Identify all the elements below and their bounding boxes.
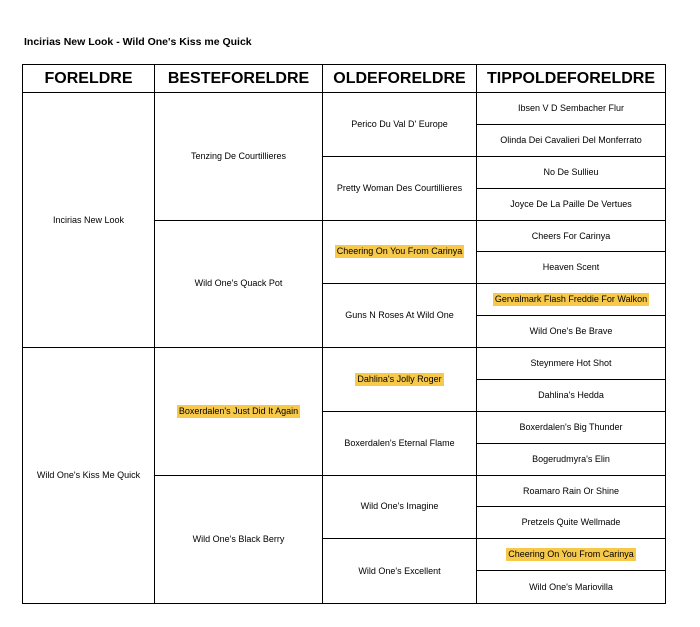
- tippoldeforeldre-cell: [477, 476, 665, 508]
- tippoldeforeldre-name: Heaven Scent: [542, 262, 600, 273]
- besteforeldre-name: Wild One's Quack Pot: [194, 278, 283, 289]
- oldeforeldre-cell: [323, 221, 477, 285]
- besteforeldre-cell: [155, 93, 323, 221]
- tippoldeforeldre-cell: [477, 412, 665, 444]
- tippoldeforeldre-cell: [477, 316, 665, 348]
- besteforeldre-cell: [155, 221, 323, 349]
- header-oldeforeldre: OLDEFORELDRE: [323, 65, 477, 93]
- tippoldeforeldre-cell: [477, 507, 665, 539]
- besteforeldre-name: Tenzing De Courtillieres: [190, 150, 287, 161]
- tippoldeforeldre-cell: [477, 189, 665, 221]
- oldeforeldre-name: Cheering On You From Carinya: [336, 246, 463, 257]
- header-tippoldeforeldre: TIPPOLDEFORELDRE: [477, 65, 665, 93]
- tippoldeforeldre-cell: [477, 571, 665, 603]
- oldeforeldre-name: Guns N Roses At Wild One: [345, 310, 454, 321]
- tippoldeforeldre-name: Joyce De La Paille De Vertues: [510, 198, 632, 209]
- tippoldeforeldre-cell: [477, 444, 665, 476]
- tippoldeforeldre-name: No De Sullieu: [543, 166, 599, 177]
- oldeforeldre-cell: [323, 539, 477, 603]
- tippoldeforeldre-name: Gervalmark Flash Freddie For Walkon: [494, 294, 648, 305]
- oldeforeldre-name: Dahlina's Jolly Roger: [357, 373, 442, 384]
- besteforeldre-cell: [155, 476, 323, 604]
- tippoldeforeldre-cell: [477, 252, 665, 284]
- tippoldeforeldre-name: Roamaro Rain Or Shine: [522, 485, 620, 496]
- oldeforeldre-cell: [323, 284, 477, 348]
- tippoldeforeldre-cell: [477, 348, 665, 380]
- oldeforeldre-name: Pretty Woman Des Courtillieres: [336, 182, 463, 193]
- tippoldeforeldre-cell: [477, 284, 665, 316]
- foreldre-cell: [23, 348, 155, 603]
- tippoldeforeldre-name: Cheers For Carinya: [531, 230, 611, 241]
- header-besteforeldre: BESTEFORELDRE: [155, 65, 323, 93]
- tippoldeforeldre-cell: [477, 157, 665, 189]
- oldeforeldre-name: Boxerdalen's Eternal Flame: [344, 437, 455, 448]
- tippoldeforeldre-name: Cheering On You From Carinya: [508, 549, 634, 560]
- tippoldeforeldre-cell: [477, 539, 665, 571]
- pedigree-table: [22, 64, 666, 604]
- oldeforeldre-cell: [323, 157, 477, 221]
- tippoldeforeldre-name: Pretzels Quite Wellmade: [521, 517, 621, 528]
- document-title: Incirias New Look - Wild One's Kiss me Quick: [24, 36, 252, 48]
- tippoldeforeldre-name: Wild One's Mariovilla: [529, 581, 613, 592]
- tippoldeforeldre-cell: [477, 380, 665, 412]
- oldeforeldre-cell: [323, 476, 477, 540]
- header-foreldre: FORELDRE: [23, 65, 155, 93]
- tippoldeforeldre-name: Ibsen V D Sembacher Flur: [517, 103, 625, 114]
- oldeforeldre-cell: [323, 348, 477, 412]
- oldeforeldre-name: Wild One's Imagine: [360, 501, 439, 512]
- tippoldeforeldre-name: Dahlina's Hedda: [538, 389, 604, 400]
- tippoldeforeldre-cell: [477, 93, 665, 125]
- tippoldeforeldre-cell: [477, 125, 665, 157]
- besteforeldre-name: Boxerdalen's Just Did It Again: [178, 405, 299, 416]
- besteforeldre-cell: [155, 348, 323, 476]
- tippoldeforeldre-name: Wild One's Be Brave: [529, 326, 613, 337]
- oldeforeldre-cell: [323, 412, 477, 476]
- besteforeldre-name: Wild One's Black Berry: [192, 533, 285, 544]
- oldeforeldre-name: Perico Du Val D' Europe: [351, 118, 448, 129]
- foreldre-name: Wild One's Kiss Me Quick: [36, 470, 141, 481]
- tippoldeforeldre-name: Olinda Dei Cavalieri Del Monferrato: [500, 134, 642, 145]
- tippoldeforeldre-name: Steynmere Hot Shot: [530, 358, 612, 369]
- oldeforeldre-name: Wild One's Excellent: [358, 565, 441, 576]
- tippoldeforeldre-name: Bogerudmyra's Elin: [532, 453, 610, 464]
- tippoldeforeldre-name: Boxerdalen's Big Thunder: [519, 421, 623, 432]
- tippoldeforeldre-cell: [477, 221, 665, 253]
- foreldre-cell: [23, 93, 155, 348]
- oldeforeldre-cell: [323, 93, 477, 157]
- foreldre-name: Incirias New Look: [52, 214, 125, 225]
